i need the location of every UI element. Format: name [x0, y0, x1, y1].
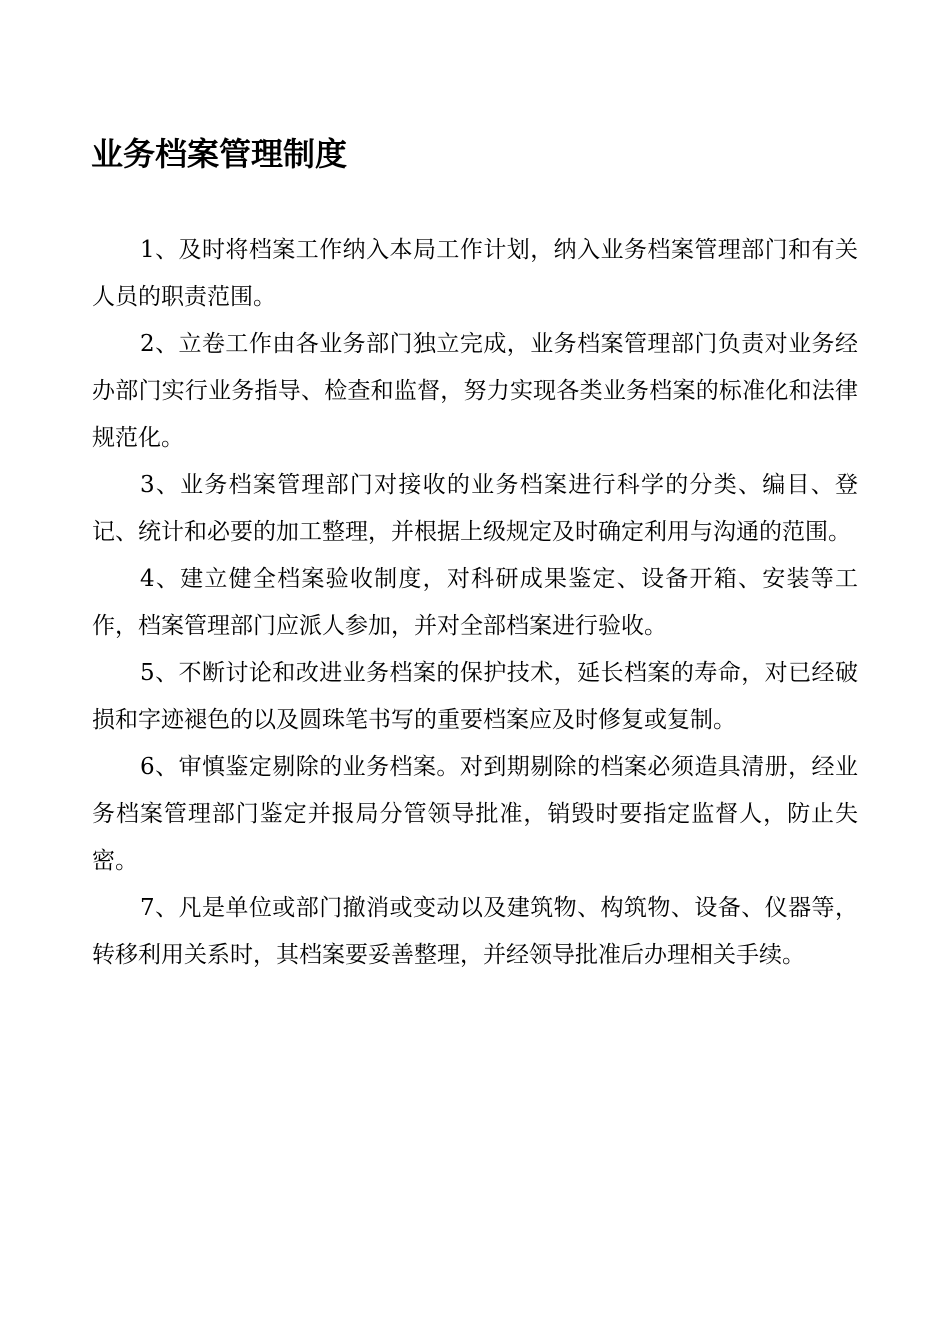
paragraph-2: 2、立卷工作由各业务部门独立完成，业务档案管理部门负责对业务经办部门实行业务指导、检查和监督，努力实现各类业务档案的标准化和法律规范化。 — [92, 331, 858, 451]
document-title: 业务档案管理制度 — [91, 135, 348, 173]
paragraph-5: 5、不断讨论和改进业务档案的保护技术，延长档案的寿命，对已经破损和字迹褪色的以及圆珠笔书写的重要档案应及时修复或复制。 — [92, 660, 858, 733]
paragraph-3: 3、业务档案管理部门对接收的业务档案进行科学的分类、编目、登记、统计和必要的加工整理，并根据上级规定及时确定利用与沟通的范围。 — [92, 472, 858, 545]
paragraph-7: 7、凡是单位或部门撤消或变动以及建筑物、构筑物、设备、仪器等，转移利用关系时，其档案要妥善整理，并经领导批准后办理相关手续。 — [92, 895, 858, 968]
paragraph-4: 4、建立健全档案验收制度，对科研成果鉴定、设备开箱、安装等工作，档案管理部门应派人参加，并对全部档案进行验收。 — [92, 566, 858, 639]
paragraph-1: 1、及时将档案工作纳入本局工作计划，纳入业务档案管理部门和有关人员的职责范围。 — [92, 237, 858, 310]
document-body — [92, 227, 858, 979]
paragraph-6: 6、审慎鉴定剔除的业务档案。对到期剔除的档案必须造具清册，经业务档案管理部门鉴定并报局分管领导批准，销毁时要指定监督人，防止失密。 — [92, 754, 858, 874]
